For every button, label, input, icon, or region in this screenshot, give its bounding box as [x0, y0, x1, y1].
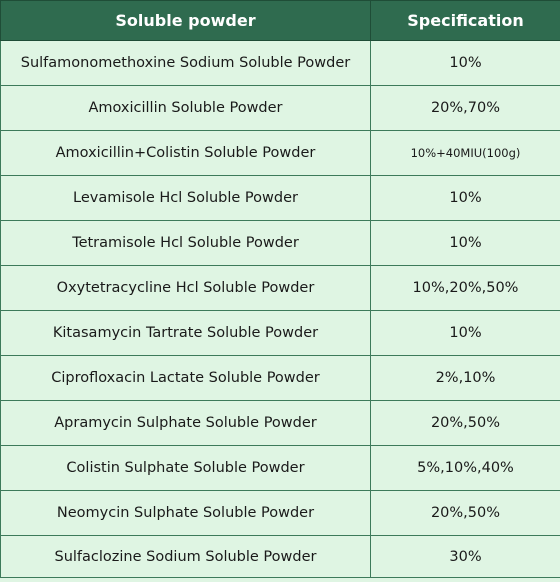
table-header-row	[1, 1, 560, 41]
product-name-cell: Oxytetracycline Hcl Soluble Powder	[1, 266, 371, 311]
specification-cell: 10%	[371, 221, 560, 266]
specification-cell: 20%,50%	[371, 491, 560, 536]
product-name-cell: Colistin Sulphate Soluble Powder	[1, 446, 371, 491]
table-row	[1, 266, 560, 311]
specification-cell: 20%,50%	[371, 401, 560, 446]
header-specification: Specification	[371, 1, 560, 41]
specification-cell: 30%	[371, 536, 560, 578]
table-row	[1, 401, 560, 446]
specification-cell: 10%	[371, 311, 560, 356]
table-row	[1, 176, 560, 221]
product-name-cell: Sulfaclozine Sodium Soluble Powder	[1, 536, 371, 578]
specification-cell: 10%	[371, 176, 560, 221]
specification-cell: 10%+40MIU(100g)	[371, 131, 560, 176]
specification-cell: 10%,20%,50%	[371, 266, 560, 311]
product-name-cell: Tetramisole Hcl Soluble Powder	[1, 221, 371, 266]
specification-cell: 10%	[371, 41, 560, 86]
table-row	[1, 356, 560, 401]
table-row	[1, 491, 560, 536]
table-row	[1, 131, 560, 176]
table-row	[1, 536, 560, 578]
specification-cell: 2%,10%	[371, 356, 560, 401]
product-name-cell: Apramycin Sulphate Soluble Powder	[1, 401, 371, 446]
product-name-cell: Ciprofloxacin Lactate Soluble Powder	[1, 356, 371, 401]
product-name-cell: Kitasamycin Tartrate Soluble Powder	[1, 311, 371, 356]
header-soluble-powder: Soluble powder	[1, 1, 371, 41]
product-name-cell: Neomycin Sulphate Soluble Powder	[1, 491, 371, 536]
table-row	[1, 41, 560, 86]
product-name-cell: Levamisole Hcl Soluble Powder	[1, 176, 371, 221]
product-name-cell: Sulfamonomethoxine Sodium Soluble Powder	[1, 41, 371, 86]
specification-cell: 20%,70%	[371, 86, 560, 131]
specification-cell: 5%,10%,40%	[371, 446, 560, 491]
table-row	[1, 311, 560, 356]
product-name-cell: Amoxicillin Soluble Powder	[1, 86, 371, 131]
table-row	[1, 86, 560, 131]
product-name-cell: Amoxicillin+Colistin Soluble Powder	[1, 131, 371, 176]
table-row	[1, 221, 560, 266]
table-row	[1, 446, 560, 491]
